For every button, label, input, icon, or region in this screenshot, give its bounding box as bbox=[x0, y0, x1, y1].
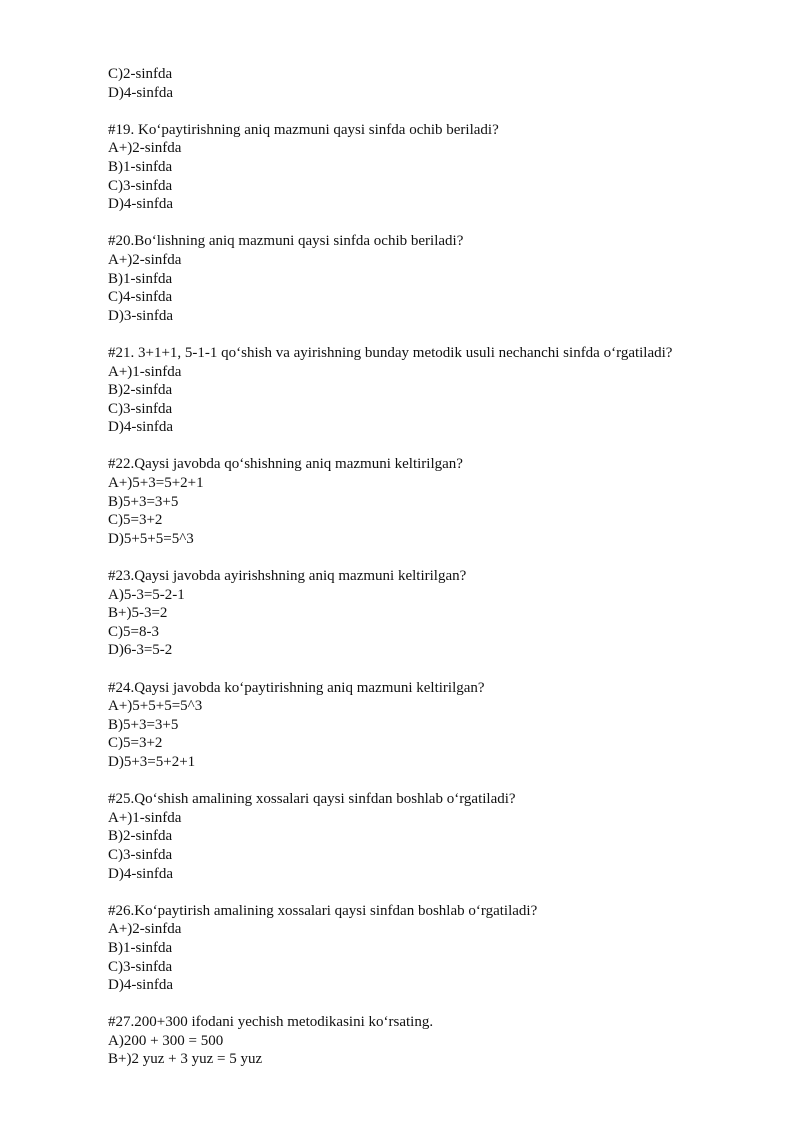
option-line: A+)2-sinfda bbox=[108, 921, 182, 938]
document-page bbox=[108, 65, 768, 1069]
option-line: D)4-sinfda bbox=[108, 84, 173, 101]
option-line: C)3-sinfda bbox=[108, 400, 173, 417]
option-line: D)4-sinfda bbox=[108, 977, 173, 994]
option-line: C)3-sinfda bbox=[108, 177, 173, 194]
option-line: C)3-sinfda bbox=[108, 846, 173, 863]
option-line: A)200 + 300 = 500 bbox=[108, 1032, 224, 1049]
option-line: D)6-3=5-2 bbox=[108, 642, 173, 659]
option-line: A+)5+5+5=5^3 bbox=[108, 698, 203, 715]
option-line: A+)2-sinfda bbox=[108, 140, 182, 157]
question-text: #25.Qo‘shish amalining xossalari qaysi sinfdan boshlab o‘rgatiladi? bbox=[108, 791, 516, 808]
option-line: B+)5-3=2 bbox=[108, 605, 168, 622]
option-line: B)5+3=3+5 bbox=[108, 493, 179, 510]
option-line: B)2-sinfda bbox=[108, 828, 173, 845]
option-line: D)5+5+5=5^3 bbox=[108, 530, 194, 547]
option-line: D)4-sinfda bbox=[108, 419, 173, 436]
question-text: #24.Qaysi javobda ko‘paytirishning aniq mazmuni keltirilgan? bbox=[108, 679, 485, 696]
option-line: B)5+3=3+5 bbox=[108, 716, 179, 733]
option-line: D)5+3=5+2+1 bbox=[108, 753, 196, 770]
option-line: A+)2-sinfda bbox=[108, 251, 182, 268]
question-text: #19. Ko‘paytirishning aniq mazmuni qaysi sinfda ochib beriladi? bbox=[108, 121, 499, 138]
option-line: B+)2 yuz + 3 yuz = 5 yuz bbox=[108, 1051, 263, 1068]
option-line: A+)1-sinfda bbox=[108, 809, 182, 826]
question-text: #22.Qaysi javobda qo‘shishning aniq mazmuni keltirilgan? bbox=[108, 456, 463, 473]
question-block bbox=[108, 567, 768, 660]
option-line: C)5=3+2 bbox=[108, 512, 163, 529]
question-block bbox=[108, 1013, 768, 1069]
option-line: B)1-sinfda bbox=[108, 158, 173, 175]
option-line: C)2-sinfda bbox=[108, 66, 173, 82]
question-block bbox=[108, 902, 768, 995]
option-line: B)1-sinfda bbox=[108, 939, 173, 956]
question-text: #20.Bo‘lishning aniq mazmuni qaysi sinfda ochib beriladi? bbox=[108, 233, 464, 250]
question-block bbox=[108, 232, 768, 325]
question-text: #23.Qaysi javobda ayirishshning aniq mazmuni keltirilgan? bbox=[108, 568, 467, 585]
question-block bbox=[108, 121, 768, 214]
option-line: C)5=8-3 bbox=[108, 623, 159, 640]
option-line: C)5=3+2 bbox=[108, 735, 163, 752]
question-text: #21. 3+1+1, 5-1-1 qo‘shish va ayirishning bunday metodik usuli nechanchi sinfda o‘rgatiladi? bbox=[108, 344, 673, 361]
question-block bbox=[108, 455, 768, 548]
question-text: #26.Ko‘paytirish amalining xossalari qaysi sinfdan boshlab o‘rgatiladi? bbox=[108, 902, 538, 919]
option-line: A)5-3=5-2-1 bbox=[108, 586, 185, 603]
lead-options bbox=[108, 65, 768, 102]
option-line: D)4-sinfda bbox=[108, 865, 173, 882]
option-line: D)4-sinfda bbox=[108, 196, 173, 213]
question-text: #27.200+300 ifodani yechish metodikasini ko‘rsating. bbox=[108, 1014, 434, 1031]
option-line: A+)1-sinfda bbox=[108, 363, 182, 380]
option-line: A+)5+3=5+2+1 bbox=[108, 475, 204, 492]
question-block bbox=[108, 679, 768, 772]
option-line: B)2-sinfda bbox=[108, 382, 173, 399]
question-block bbox=[108, 344, 768, 437]
option-line: C)3-sinfda bbox=[108, 958, 173, 975]
option-line: B)1-sinfda bbox=[108, 270, 173, 287]
option-line: C)4-sinfda bbox=[108, 289, 173, 306]
option-line: D)3-sinfda bbox=[108, 307, 173, 324]
question-block bbox=[108, 790, 768, 883]
